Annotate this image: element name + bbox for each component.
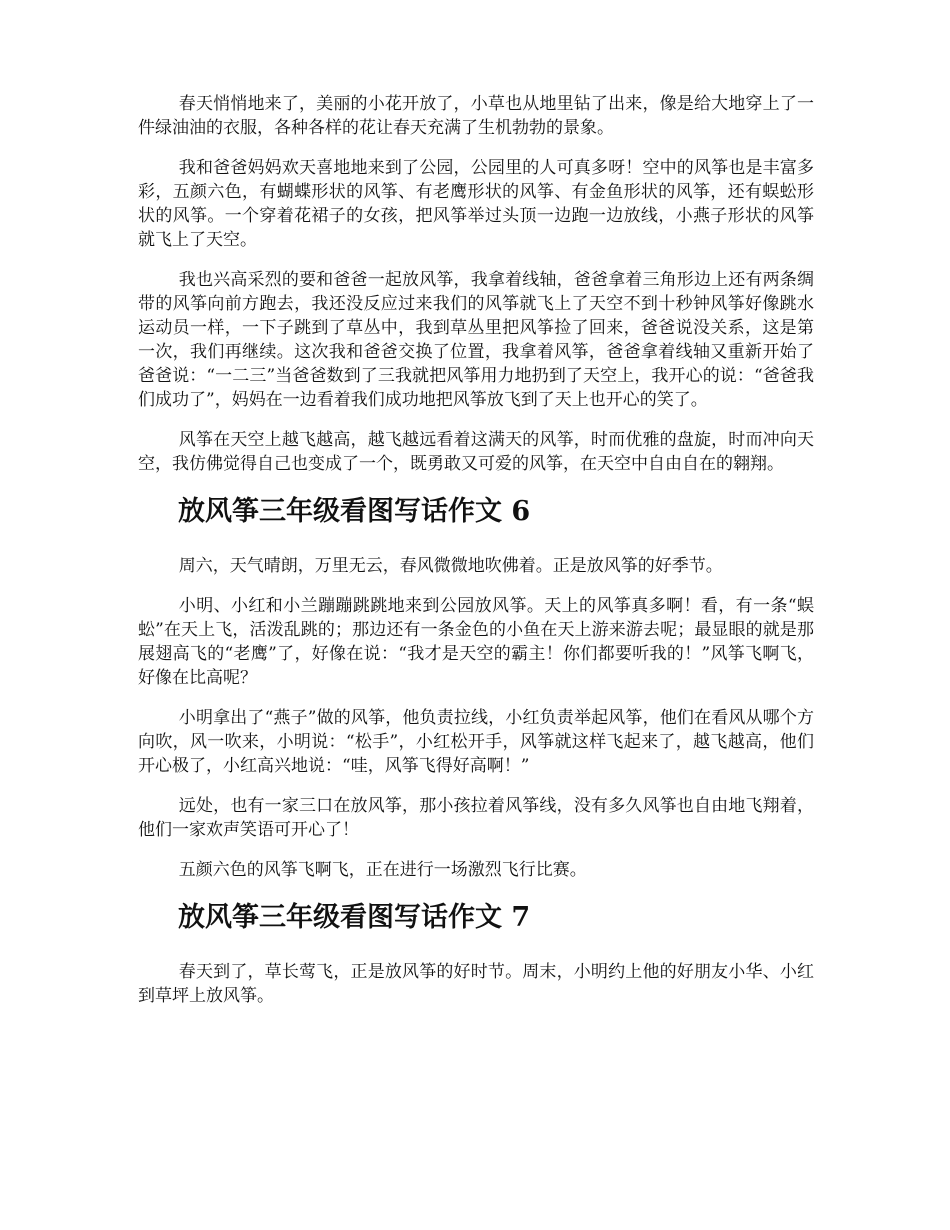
paragraph: 春天悄悄地来了，美丽的小花开放了，小草也从地里钻了出来，像是给大地穿上了一件绿油油的衣服，各种各样的花让春天充满了生机勃勃的景象。 (138, 94, 814, 138)
paragraph: 我也兴高采烈的要和爸爸一起放风筝，我拿着线轴，爸爸拿着三角形边上还有两条绸带的风筝向前方跑去，我还没反应过来我们的风筝就飞上了天空不到十秒钟风筝好像跳水运动员一样，一下子跳到了草丛中，我到草丛里把风筝捡了回来，爸爸说没关系，这是第一次，我们再继续。这次我和爸爸交换了位置，我拿着风筝，爸爸拿着线轴又重新开始了爸爸说：“一二三”当爸爸数到了三我就把风筝用力地扔到了天空上，我开心的说：“爸爸我们成功了”，妈妈在一边看着我们成功地把风筝放飞到了天上也开心的笑了。 (138, 270, 814, 410)
paragraph: 春天到了，草长莺飞，正是放风筝的好时节。周末，小明约上他的好朋友小华、小红到草坪上放风筝。 (138, 962, 814, 1006)
paragraph: 小明、小红和小兰蹦蹦跳跳地来到公园放风筝。天上的风筝真多啊！看，有一条“蜈蚣”在天上飞，活泼乱跳的；那边还有一条金色的小鱼在天上游来游去呢；最显眼的就是那展翅高飞的“老鹰”了，好像在说：“我才是天空的霸主！你们都要听我的！”风筝飞啊飞，好像在比高呢？ (138, 596, 814, 688)
paragraph: 风筝在天空上越飞越高，越飞越远看着这满天的风筝，时而优雅的盘旋，时而冲向天空，我仿佛觉得自己也变成了一个，既勇敢又可爱的风筝，在天空中自由自在的翱翔。 (138, 430, 814, 474)
paragraph: 五颜六色的风筝飞啊飞，正在进行一场激烈飞行比赛。 (178, 860, 587, 880)
paragraph: 小明拿出了“燕子”做的风筝，他负责拉线，小红负责举起风筝，他们在看风从哪个方向吹，风一吹来，小明说：“松手”，小红松开手，风筝就这样飞起来了，越飞越高，他们开心极了，小红高兴地说：“哇，风筝飞得好高啊！” (138, 708, 814, 776)
section-heading-6: 放风筝三年级看图写话作文 6 (178, 496, 531, 527)
document-body (138, 92, 814, 1024)
paragraph: 我和爸爸妈妈欢天喜地地来到了公园，公园里的人可真多呀！空中的风筝也是丰富多彩，五颜六色，有蝴蝶形状的风筝、有老鹰形状的风筝、有金鱼形状的风筝，还有蜈蚣形状的风筝。一个穿着花裙子的女孩，把风筝举过头顶一边跑一边放线，小燕子形状的风筝就飞上了天空。 (138, 158, 814, 250)
paragraph: 周六，天气晴朗，万里无云，春风微微地吹佛着。正是放风筝的好季节。 (178, 556, 723, 576)
section-heading-7: 放风筝三年级看图写话作文 7 (178, 902, 531, 933)
paragraph: 远处，也有一家三口在放风筝，那小孩拉着风筝线，没有多久风筝也自由地飞翔着，他们一家欢声笑语可开心了！ (138, 796, 814, 840)
